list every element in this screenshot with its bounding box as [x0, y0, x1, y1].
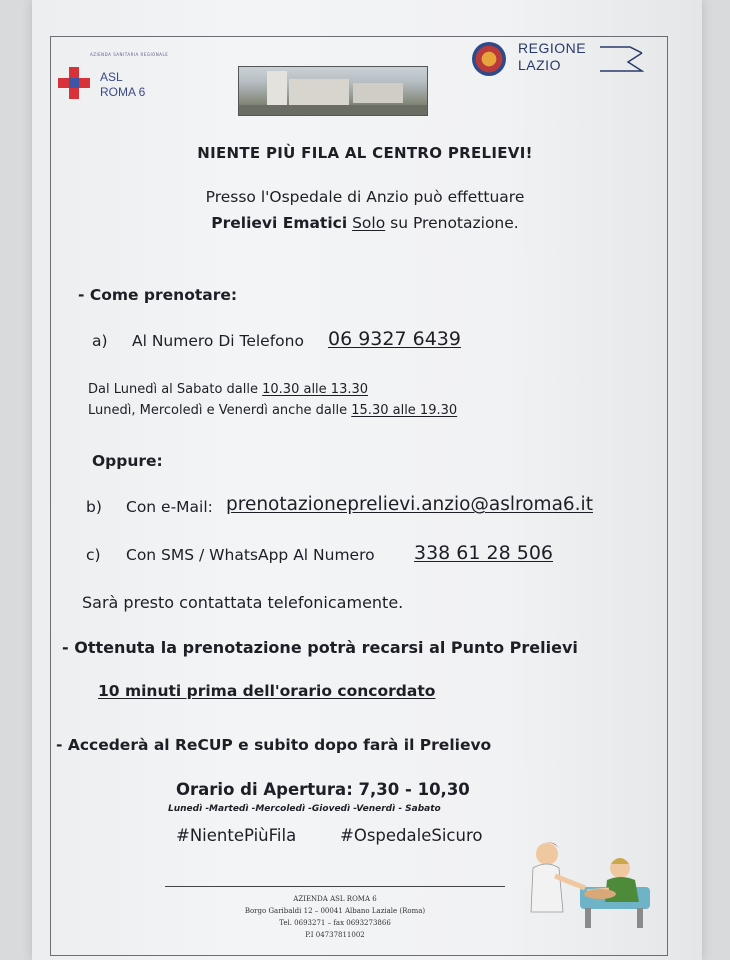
- option-c-marker: c): [86, 546, 101, 564]
- intro-solo: Solo: [352, 214, 386, 232]
- page-title: NIENTE PIÙ FILA AL CENTRO PRELIEVI!: [197, 144, 533, 162]
- hours1-prefix: Dal Lunedì al Sabato dalle: [88, 382, 258, 397]
- lazio-emblem-icon: [472, 42, 506, 76]
- regione-lazio-logo: [472, 38, 647, 82]
- footer-line3: Tel. 0693271 – fax 0693273866: [279, 919, 391, 927]
- or-heading: Oppure:: [92, 452, 163, 470]
- after-booking-line: - Ottenuta la prenotazione potrà recarsi al Punto Prelievi: [62, 638, 578, 657]
- hospital-photo: [238, 66, 428, 116]
- hours2-prefix: Lunedì, Mercoledì e Venerdì anche dalle: [88, 403, 348, 418]
- option-a-label: Al Numero Di Telefono: [132, 332, 304, 350]
- hours2-time: 15.30 alle 19.30: [351, 403, 458, 418]
- nurse-patient-illustration: [525, 832, 665, 932]
- contact-note: Sarà presto contattata telefonicamente.: [82, 593, 404, 612]
- hashtag-ospedale-sicuro: #OspedaleSicuro: [340, 826, 483, 845]
- option-a-marker: a): [92, 332, 108, 350]
- option-c-label: Con SMS / WhatsApp Al Numero: [126, 546, 375, 564]
- lazio-text: [518, 40, 586, 74]
- asl-line2: ROMA 6: [100, 85, 146, 99]
- red-cross-icon: [58, 67, 90, 99]
- intro-line1: Presso l'Ospedale di Anzio può effettuare: [205, 188, 525, 206]
- opening-days: Lunedì -Martedì -Mercoledì -Giovedì -Venerdì - Sabato: [168, 804, 441, 814]
- sms-number-link[interactable]: 338 61 28 506: [414, 542, 554, 564]
- recup-line: - Accederà al ReCUP e subito dopo farà il Prelievo: [56, 736, 492, 754]
- opening-hours: Orario di Apertura: 7,30 - 10,30: [176, 780, 470, 799]
- asl-logo: [58, 45, 188, 105]
- footer-line1: AZIENDA ASL ROMA 6: [293, 895, 377, 903]
- email-link[interactable]: prenotazioneprelievi.anzio@aslroma6.it: [226, 494, 593, 515]
- arrival-time-note: 10 minuti prima dell'orario concordato: [98, 682, 436, 700]
- phone-number-link[interactable]: 06 9327 6439: [328, 328, 461, 350]
- signature-line: [165, 886, 505, 887]
- option-b-label: Con e-Mail:: [126, 498, 213, 516]
- option-b-marker: b): [86, 498, 102, 516]
- intro-rest: su Prenotazione.: [390, 214, 519, 232]
- asl-line1: ASL: [100, 70, 123, 84]
- hours-line1: [88, 382, 368, 397]
- asl-name: [100, 70, 145, 100]
- how-to-book-heading: - Come prenotare:: [78, 286, 238, 304]
- asl-small-text: AZIENDA SANITARIA REGIONALE: [90, 52, 169, 57]
- lazio-swoosh-icon: [600, 44, 644, 74]
- footer-line2: Borgo Garibaldi 12 – 00041 Albano Laziale (Roma): [244, 907, 426, 915]
- intro-line2: [0, 214, 730, 232]
- hours1-time: 10.30 alle 13.30: [262, 382, 369, 397]
- footer-line4: P.I 04737811002: [305, 931, 365, 939]
- intro-bold: Prelievi Ematici: [211, 214, 348, 232]
- hours-line2: [88, 403, 457, 418]
- region-line1: REGIONE: [518, 40, 587, 56]
- hashtag-niente-piu-fila: #NientePiùFila: [176, 826, 297, 845]
- region-line2: LAZIO: [518, 57, 561, 73]
